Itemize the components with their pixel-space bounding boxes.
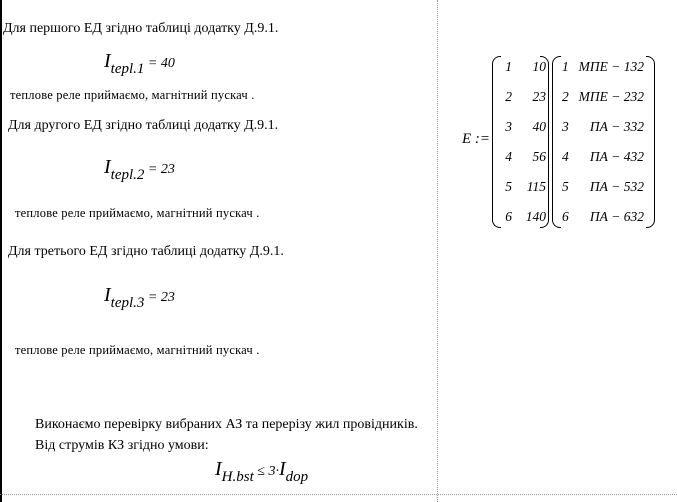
- matrix-cell-device: ПА − 632: [589, 209, 644, 224]
- matrix-cell-current: 115: [526, 179, 546, 194]
- note-thermal-relay-2: теплове реле приймаємо, магнітний пускач .: [15, 206, 260, 220]
- matrix-cell-current: 56: [532, 149, 546, 164]
- equation-itepl-3: $I_{tepl.3} = 23$: [104, 284, 175, 311]
- matrix-left-bracket-1: [492, 56, 501, 228]
- matrix-label: E :=: [462, 131, 491, 147]
- matrix-cell-device: МПЕ − 132: [578, 59, 644, 74]
- matrix-cell-device: ПА − 432: [589, 149, 644, 164]
- matrix-row: [502, 82, 546, 112]
- matrix-row: [502, 112, 546, 142]
- matrix-row: [562, 202, 644, 232]
- matrix-cell-current: 40: [532, 119, 546, 134]
- page-bottom-divider: [0, 494, 677, 495]
- matrix-row: [562, 172, 644, 202]
- matrix-row: [502, 142, 546, 172]
- matrix-cell-current: 10: [532, 59, 546, 74]
- matrix-row: [562, 142, 644, 172]
- matrix-cell-index: 3: [505, 119, 512, 134]
- matrix-block-1: [502, 52, 546, 232]
- matrix-cell-index: 3: [562, 119, 569, 134]
- note-thermal-relay-1: теплове реле приймаємо, магнітний пускач .: [10, 88, 255, 102]
- matrix-row: [562, 112, 644, 142]
- text-short-circuit-condition: Від струмів КЗ згідно умови:: [35, 438, 209, 453]
- left-margin-line: [0, 0, 2, 502]
- equation-itepl-2: $I_{tepl.2} = 23$: [104, 156, 175, 183]
- matrix-row: [562, 52, 644, 82]
- matrix-cell-index: 4: [562, 149, 569, 164]
- matrix-cell-current: 140: [525, 209, 546, 224]
- matrix-cell-index: 1: [505, 59, 512, 74]
- matrix-cell-device: ПА − 332: [589, 119, 644, 134]
- text-check-breakers: Виконаємо перевірку вибраних АЗ та перерізу жил провідників.: [35, 417, 418, 432]
- text-third-motor: Для третього ЕД згідно таблиці додатку Д.9.1.: [8, 244, 284, 259]
- matrix-cell-index: 4: [505, 149, 512, 164]
- matrix-cell-device: МПЕ − 232: [578, 89, 644, 104]
- matrix-cell-index: 6: [505, 209, 512, 224]
- matrix-cell-device: ПА − 532: [589, 179, 644, 194]
- equation-condition: $I_{H.bst} \le 3\cdot I_{dop}$: [215, 458, 309, 485]
- matrix-cell-index: 1: [562, 59, 569, 74]
- matrix-row: [562, 82, 644, 112]
- matrix-cell-index: 5: [505, 179, 512, 194]
- matrix-right-bracket-2: [646, 56, 655, 228]
- text-first-motor: Для першого ЕД згідно таблиці додатку Д.9.1.: [3, 21, 279, 36]
- matrix-row: [502, 52, 546, 82]
- matrix-block-2: [562, 52, 644, 232]
- text-second-motor: Для другого ЕД згідно таблиці додатку Д.9.1.: [8, 118, 279, 133]
- equation-itepl-1: $I_{tepl.1} = 40$: [104, 50, 175, 77]
- matrix-left-bracket-2: [552, 56, 561, 228]
- matrix-row: [502, 202, 546, 232]
- matrix-cell-current: 23: [532, 89, 546, 104]
- matrix-row: [502, 172, 546, 202]
- column-divider: [437, 0, 438, 502]
- matrix-cell-index: 2: [562, 89, 569, 104]
- matrix-cell-index: 2: [505, 89, 512, 104]
- matrix-cell-index: 6: [562, 209, 569, 224]
- note-thermal-relay-3: теплове реле приймаємо, магнітний пускач .: [15, 343, 260, 357]
- matrix-cell-index: 5: [562, 179, 569, 194]
